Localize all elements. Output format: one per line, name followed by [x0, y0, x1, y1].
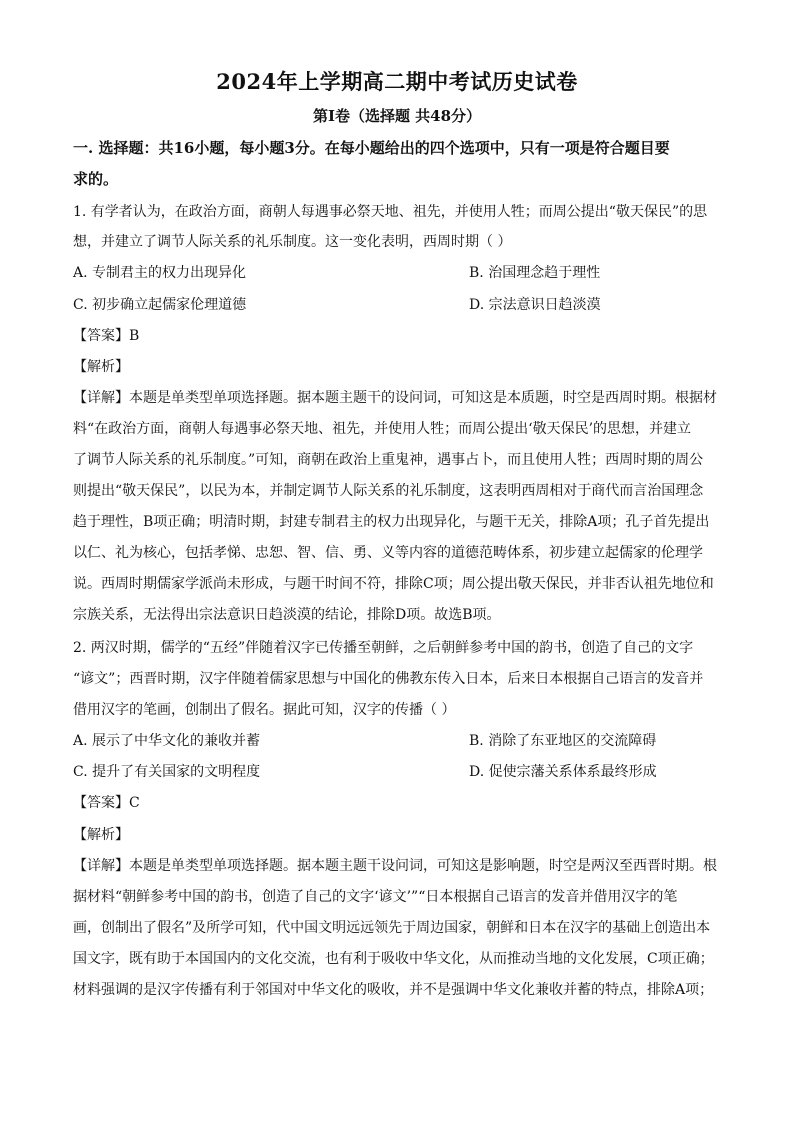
q1-option-b: B. 治国理念趋于理性: [469, 265, 601, 281]
q1-option-d: D. 宗法意识日趋淡漠: [469, 297, 601, 313]
q1-detail-line: 宗族关系，无法得出宗法意识日趋淡漠的结论，排除D项。故选B项。: [73, 607, 501, 623]
q1-stem-line-2: 想，并建立了调节人际关系的礼乐制度。这一变化表明，西周时期（ ）: [73, 234, 512, 250]
q1-detail-line: 了调节人际关系的礼乐制度。”可知，商朝在政治上重鬼神，遇事占卜，而且使用人牲；西周时期的周公: [73, 452, 704, 468]
section-subtitle: 第Ⅰ卷（选择题 共48分）: [312, 107, 482, 125]
q1-detail-line: 则提出“敬天保民”，以民为本，并制定调节人际关系的礼乐制度，这表明西周相对于商代而言治国理念: [73, 483, 704, 499]
q2-detail-line: 画，创制出了假名”及所学可知，代中国文明远远领先于周边国家，朝鲜和日本在汉字的基础上创造出本: [73, 920, 711, 936]
q1-options-row-2: [73, 295, 733, 315]
q1-option-a: A. 专制君主的权力出现异化: [73, 265, 247, 281]
q2-option-a: A. 展示了中华文化的兼收并蓄: [73, 733, 261, 749]
q2-stem-line-2: “谚文”；西晋时期，汉字伴随着儒家思想与中国化的佛教东传入日本，后来日本根据自己语言的发音并: [73, 671, 704, 687]
q1-analysis-label: 【解析】: [73, 359, 129, 375]
q2-detail-line: 【详解】本题是单类型单项选择题。据本题主题干设问词，可知这是影响题，时空是两汉至西晋时期。根: [73, 858, 717, 874]
q2-options-row-1: [73, 731, 733, 751]
q2-answer: 【答案】C: [73, 795, 140, 811]
q2-detail-line: 材料强调的是汉字传播有利于邻国对中华文化的吸收，并不是强调中华文化兼收并蓄的特点，排除A项；: [73, 982, 714, 998]
q1-stem-line-1: 1. 有学者认为，在政治方面，商朝人每遇事必祭天地、祖先，并使用人牲；而周公提出“敬天保民”的思: [73, 204, 708, 220]
q2-detail-line: 国文字，既有助于本国国内的文化交流，也有利于吸收中华文化，从而推动当地的文化发展，C项正确；: [73, 951, 714, 967]
q2-option-b: B. 消除了东亚地区的交流障碍: [469, 733, 657, 749]
q1-detail-line: 料“在政治方面，商朝人每遇事必祭天地、祖先，并使用人牲；而周公提出‘敬天保民’的思想，并建立: [73, 421, 692, 437]
q2-option-d: D. 促使宗藩关系体系最终形成: [469, 764, 657, 780]
section-heading-line-1: 一. 选择题：共16小题，每小题3分。在每小题给出的四个选项中，只有一项是符合题目要: [73, 139, 670, 157]
q1-detail-line: 说。西周时期儒家学派尚未形成，与题干时间不符，排除C项；周公提出敬天保民，并非否认祖先地位和: [73, 576, 714, 592]
q2-detail-line: 据材料“朝鲜参考中国的韵书，创造了自己的文字‘谚文’”“日本根据自己语言的发音并借用汉字的笔: [73, 889, 678, 905]
q1-answer: 【答案】B: [73, 328, 140, 344]
q1-detail-line: 【详解】本题是单类型单项选择题。据本题主题干的设问词，可知这是本质题，时空是西周时期。根据材: [73, 390, 717, 406]
q2-stem-line-3: 借用汉字的笔画，创制出了假名。据此可知，汉字的传播（ ）: [73, 702, 456, 718]
q2-option-c: C. 提升了有关国家的文明程度: [73, 764, 261, 780]
q1-detail-line: 以仁、礼为核心，包括孝悌、忠恕、智、信、勇、义等内容的道德范畴体系，初步建立起儒家的伦理学: [73, 545, 703, 561]
q2-analysis-label: 【解析】: [73, 827, 129, 843]
q1-options-row-1: [73, 263, 733, 283]
page-title: 2024年上学期高二期中考试历史试卷: [216, 69, 578, 94]
q1-option-c: C. 初步确立起儒家伦理道德: [73, 297, 247, 313]
q1-detail-line: 趋于理性，B项正确；明清时期，封建专制君主的权力出现异化，与题干无关，排除A项；孔子首先提出: [73, 514, 710, 530]
q2-stem-line-1: 2. 两汉时期，儒学的“五经”伴随着汉字已传播至朝鲜，之后朝鲜参考中国的韵书，创造了自己的文字: [73, 640, 694, 656]
section-heading-line-2: 求的。: [73, 170, 119, 188]
q2-options-row-2: [73, 762, 733, 782]
